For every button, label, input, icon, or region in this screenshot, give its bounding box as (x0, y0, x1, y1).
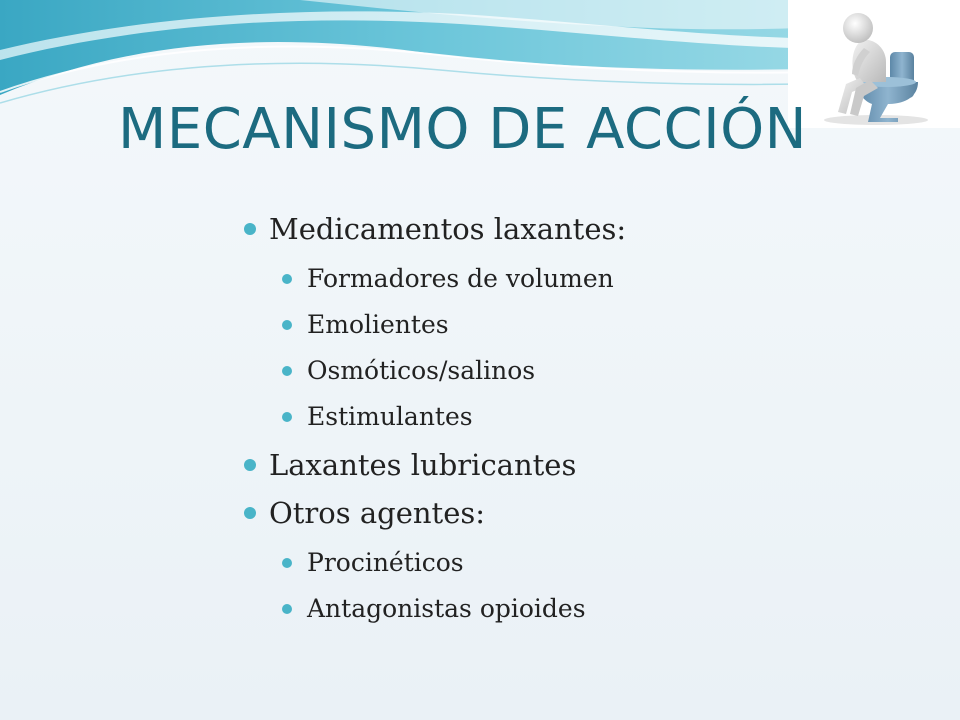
bullet-text: Medicamentos laxantes: (269, 212, 627, 246)
sub-bullet-list (244, 540, 924, 632)
sub-bullet-group (244, 540, 924, 632)
sub-bullet-text: Procinéticos (307, 548, 464, 577)
bullet-item (244, 492, 924, 534)
sub-bullet-item (282, 302, 924, 348)
bullet-text: Laxantes lubricantes (269, 448, 577, 482)
sub-bullet-text: Antagonistas opioides (307, 594, 586, 623)
sub-bullet-list (244, 256, 924, 440)
person-on-toilet-icon (788, 0, 960, 128)
slide-title: MECANISMO DE ACCIÓN (118, 97, 808, 162)
sub-bullet-item (282, 540, 924, 586)
sub-bullet-item (282, 256, 924, 302)
sub-bullet-text: Emolientes (307, 310, 449, 339)
bullet-content (244, 208, 924, 636)
sub-bullet-group (244, 256, 924, 440)
sub-bullet-item (282, 394, 924, 440)
sub-bullet-text: Formadores de volumen (307, 264, 614, 293)
illustration (788, 0, 960, 128)
sub-bullet-text: Osmóticos/salinos (307, 356, 536, 385)
bullet-item (244, 208, 924, 250)
bullet-item (244, 444, 924, 486)
sub-bullet-item (282, 348, 924, 394)
bullet-list (244, 208, 924, 632)
sub-bullet-item (282, 586, 924, 632)
sub-bullet-text: Estimulantes (307, 402, 473, 431)
bullet-text: Otros agentes: (269, 496, 486, 530)
